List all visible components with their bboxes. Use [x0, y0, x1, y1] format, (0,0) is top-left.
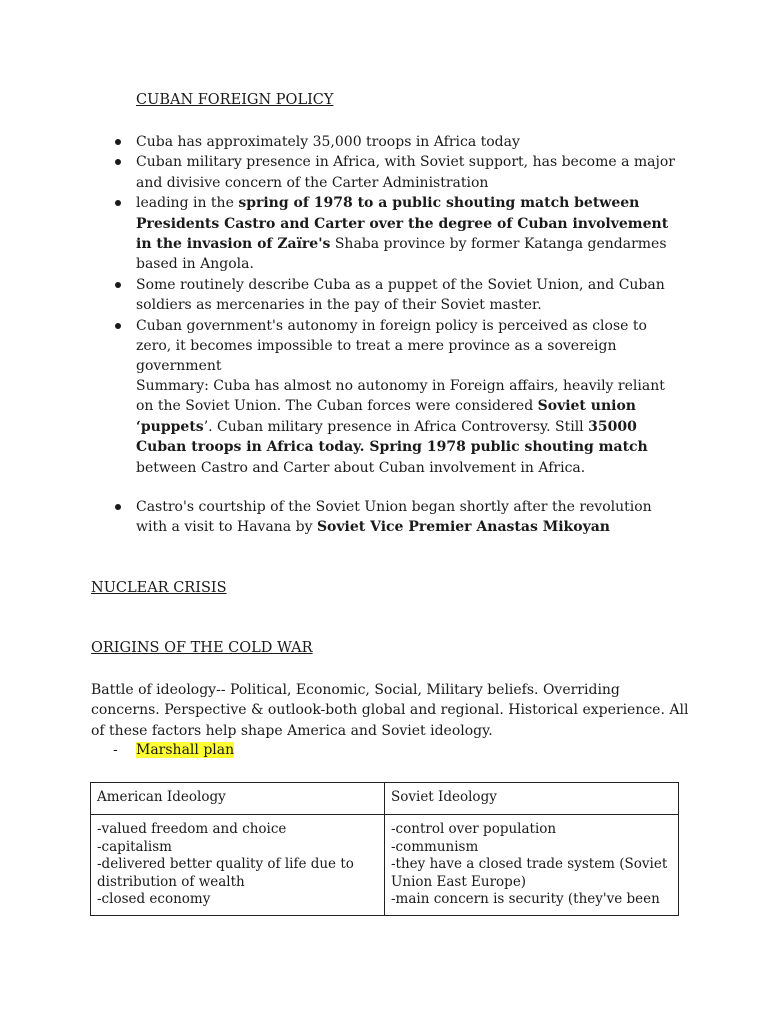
- highlighted-text-marshall-plan: Marshall plan: [136, 742, 235, 758]
- list-item-bold-text: Soviet Vice Premier Anastas Mikoyan: [316, 519, 610, 536]
- list-item-text: Some routinely describe Cuba as a puppet of the Soviet Union, and Cuban soldiers as mercenaries in the pay of their Soviet master.: [136, 276, 665, 314]
- table-header-soviet: Soviet Ideology: [385, 783, 679, 815]
- table-header-row: [91, 783, 679, 815]
- list-item-text: Shaba province by former Katanga gendarmes based in Angola.: [136, 236, 667, 273]
- ideology-table: [90, 782, 679, 916]
- list-item-text: Cuban government's autonomy in foreign policy is perceived as close to zero, it becomes impossible to treat a mere province as a sovereign government: [136, 317, 647, 375]
- cuban-bullet-list: [136, 132, 681, 377]
- bullet-icon: [115, 159, 121, 165]
- section-title-cuban-foreign-policy: CUBAN FOREIGN POLICY: [136, 92, 334, 108]
- bullet-icon: [115, 200, 121, 206]
- table-cell-line: -main concern is security (they've been: [391, 891, 660, 907]
- list-item-bold-text: spring of 1978 to a public shouting match between Presidents Castro and Carter over the degree of Cuban involvement in the invasion of Zaïre's: [136, 195, 669, 253]
- list-item-text: Cuba has approximately 35,000 troops in Africa today: [136, 134, 520, 150]
- list-item: [136, 132, 681, 152]
- list-item: [136, 275, 681, 316]
- bullet-icon: [115, 282, 121, 288]
- summary-text: Summary: Cuba has almost no autonomy in Foreign affairs, heavily reliant on the Soviet Union. The Cuban forces were considered: [136, 378, 665, 415]
- table-cell-line: -valued freedom and choice: [97, 821, 287, 837]
- table-cell-line: -they have a closed trade system (Soviet Union East Europe): [391, 856, 668, 890]
- table-cell-line: -communism: [391, 838, 479, 855]
- section-title-origins-cold-war: ORIGINS OF THE COLD WAR: [91, 640, 313, 656]
- table-cell-american: [91, 815, 385, 916]
- origins-paragraph: Battle of ideology-- Political, Economic, Social, Military beliefs. Overriding concerns. Perspective & outlook-both global and regional. Historical experience. All of these factors help shape America and Soviet ideology.: [91, 682, 689, 739]
- table-cell-line: -capitalism: [97, 838, 172, 855]
- table-cell-line: -control over population: [391, 821, 557, 837]
- table-header-american: American Ideology: [91, 783, 385, 815]
- table-row: [91, 815, 679, 916]
- dash-list-item: [113, 740, 234, 760]
- list-item: [136, 316, 681, 377]
- summary-text: between Castro and Carter about Cuban involvement in Africa.: [136, 459, 586, 476]
- bullet-icon: [115, 139, 121, 145]
- summary-paragraph: [136, 376, 681, 478]
- list-item: [136, 497, 681, 538]
- castro-bullet-list: [136, 497, 681, 538]
- dash-marker: -: [113, 742, 118, 758]
- summary-text: ’. Cuban military presence in Africa Controversy. Still: [203, 418, 589, 435]
- table-cell-line: -delivered better quality of life due to distribution of wealth: [97, 856, 354, 890]
- list-item: [136, 193, 681, 275]
- bullet-icon: [115, 323, 121, 329]
- section-title-nuclear-crisis: NUCLEAR CRISIS: [91, 580, 227, 596]
- table-cell-line: -closed economy: [97, 891, 211, 907]
- bullet-icon: [115, 504, 121, 510]
- list-item-text: leading in the: [136, 195, 239, 212]
- list-item-text: Cuban military presence in Africa, with Soviet support, has become a major and divisive concern of the Carter Administration: [136, 154, 675, 191]
- summary-bold-text: Soviet union ‘puppets: [136, 398, 636, 435]
- list-item: [136, 152, 681, 193]
- summary-bold-text: 35000 Cuban troops in Africa today. Spring 1978 public shouting match: [136, 418, 648, 456]
- list-item-text: Castro's courtship of the Soviet Union began shortly after the revolution with a visit to Havana by: [136, 499, 652, 536]
- table-cell-soviet: [385, 815, 679, 916]
